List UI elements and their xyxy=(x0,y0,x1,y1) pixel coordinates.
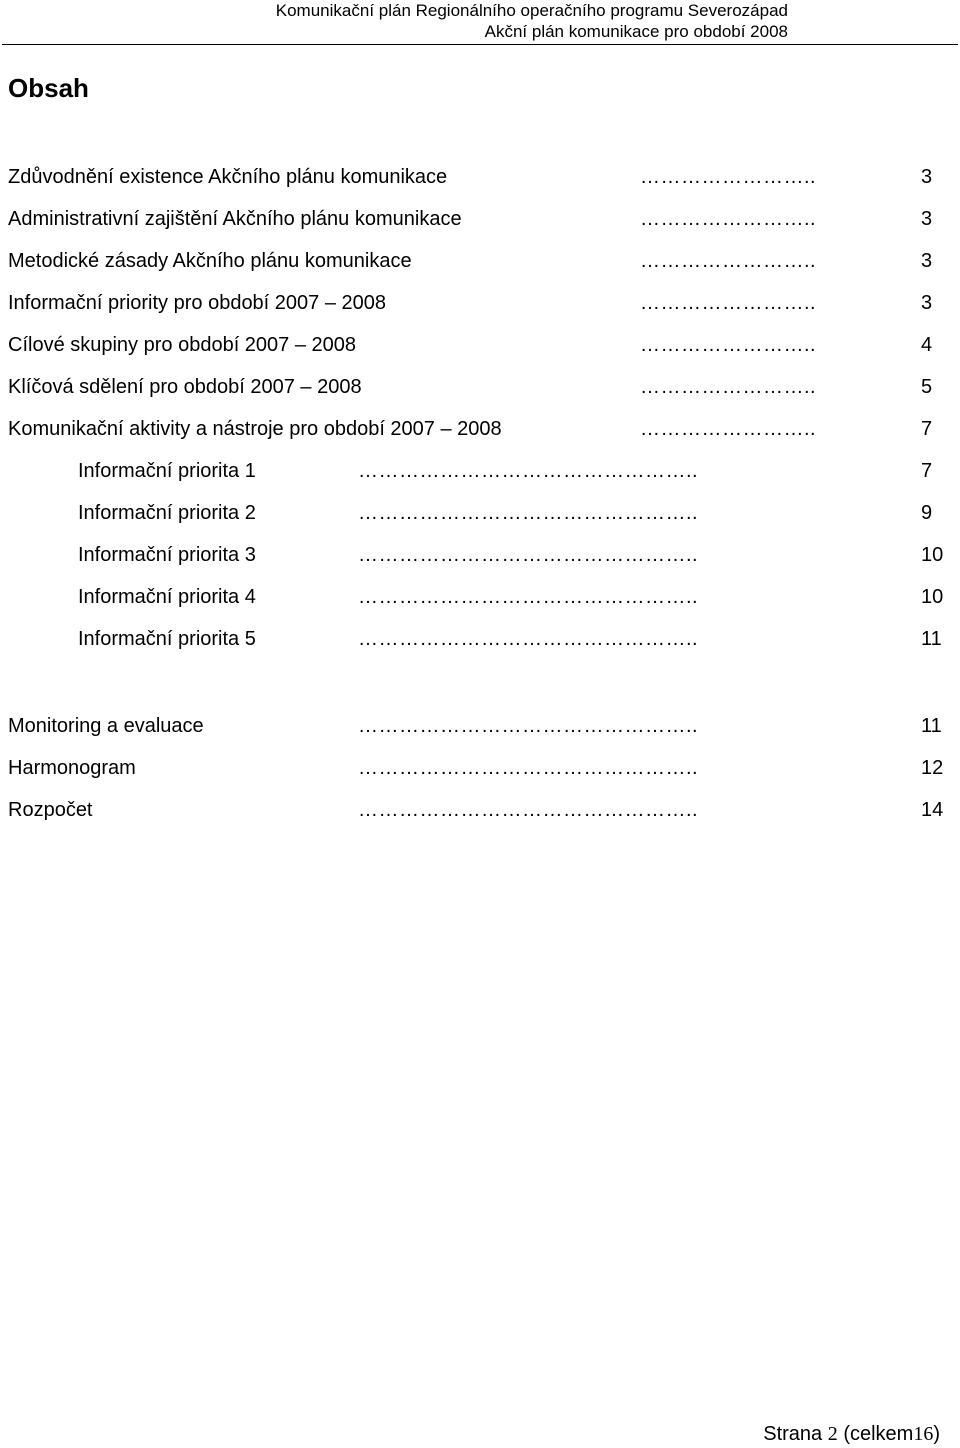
page-footer xyxy=(763,1422,940,1446)
toc-entry-leader: …………………….. xyxy=(640,418,817,440)
toc-entry-label: Administrativní zajištění Akčního plánu komunikace xyxy=(8,208,462,230)
toc-entry-label: Informační priorita 2 xyxy=(78,502,256,524)
toc-entry-leader: ………………………………………….. xyxy=(358,460,699,482)
toc-entry-label: Metodické zásady Akčního plánu komunikace xyxy=(8,250,412,272)
toc-entry-page: 12 xyxy=(921,757,944,779)
toc-entry-leader: …………………….. xyxy=(640,208,817,230)
footer-suffix: ) xyxy=(933,1423,940,1445)
footer-total-prefix: (celkem xyxy=(843,1423,914,1445)
toc-entry-leader: ………………………………………….. xyxy=(358,799,699,821)
header-divider xyxy=(2,44,958,45)
toc-entry-leader: …………………….. xyxy=(640,166,817,188)
toc-entry-label: Informační priorita 1 xyxy=(78,460,256,482)
toc-entry-label: Komunikační aktivity a nástroje pro období 2007 – 2008 xyxy=(8,418,502,440)
toc-entry-page: 11 xyxy=(921,715,942,737)
toc-entry-label: Informační priorita 3 xyxy=(78,544,256,566)
toc-title: Obsah xyxy=(8,73,89,103)
toc-entry-page: 7 xyxy=(921,418,933,440)
toc-entry-page: 3 xyxy=(921,166,933,188)
toc-entry-page: 10 xyxy=(921,586,944,608)
toc-entry-page: 11 xyxy=(921,628,942,650)
toc-entry-leader: ………………………………………….. xyxy=(358,757,699,779)
toc-entry-label: Zdůvodnění existence Akčního plánu komunikace xyxy=(8,166,448,188)
toc-entry-page: 3 xyxy=(921,250,933,272)
toc-entry-label: Informační priorita 4 xyxy=(78,586,256,608)
toc-entry-leader: …………………….. xyxy=(640,376,817,398)
footer-page-prefix: Strana xyxy=(763,1423,823,1445)
toc-entry-label: Informační priorita 5 xyxy=(78,628,256,650)
toc-entry-leader: …………………….. xyxy=(640,334,817,356)
toc-entry-page: 9 xyxy=(921,502,933,524)
toc-entry-leader: ………………………………………….. xyxy=(358,628,699,650)
toc-entry-page: 14 xyxy=(921,799,944,821)
toc-entry-page: 3 xyxy=(921,292,933,314)
toc-entry-page: 5 xyxy=(921,376,933,398)
toc-entry-page: 10 xyxy=(921,544,944,566)
toc-entry-label: Monitoring a evaluace xyxy=(8,715,204,737)
toc-entry-page: 4 xyxy=(921,334,933,356)
toc-entry-leader: ………………………………………….. xyxy=(358,544,699,566)
toc-entry-leader: ………………………………………….. xyxy=(358,715,699,737)
toc-entry-leader: …………………….. xyxy=(640,250,817,272)
toc-entry-page: 7 xyxy=(921,460,933,482)
footer-total-pages: 16 xyxy=(913,1423,934,1445)
toc-entry-leader: ………………………………………….. xyxy=(358,586,699,608)
page-header xyxy=(0,0,960,46)
toc-entry-label: Klíčová sdělení pro období 2007 – 2008 xyxy=(8,376,362,398)
toc-entry-label: Informační priority pro období 2007 – 2008 xyxy=(8,292,387,314)
toc-entry-leader: ………………………………………….. xyxy=(358,502,699,524)
toc-entry-label: Rozpočet xyxy=(8,799,93,821)
header-document-title: Komunikační plán Regionálního operačního programu Severozápad xyxy=(275,1,788,20)
toc-entry-label: Harmonogram xyxy=(8,757,136,779)
footer-page-number: 2 xyxy=(827,1423,838,1445)
header-document-subtitle: Akční plán komunikace pro období 2008 xyxy=(484,22,788,41)
toc-entry-page: 3 xyxy=(921,208,933,230)
toc-entry-leader: …………………….. xyxy=(640,292,817,314)
toc-entry-label: Cílové skupiny pro období 2007 – 2008 xyxy=(8,334,357,356)
